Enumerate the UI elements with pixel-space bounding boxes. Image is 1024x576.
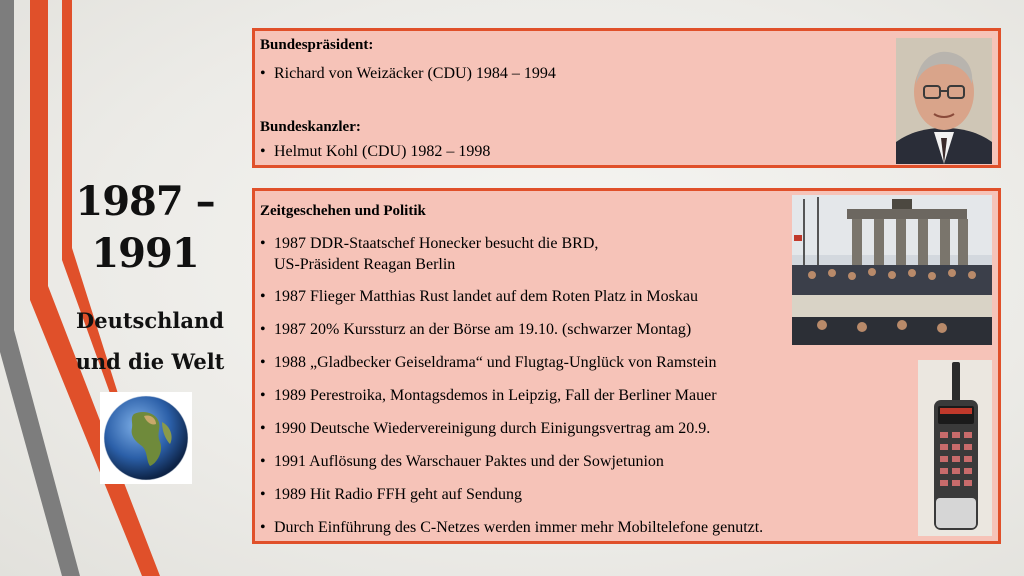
decorative-stripes (0, 0, 180, 576)
president-text: Richard von Weizäcker (CDU) 1984 – 1994 (274, 65, 556, 82)
events-heading: Zeitgeschehen und Politik (260, 203, 426, 219)
event-item: • Durch Einführung des C-Netzes werden immer mehr Mobiltelefone genutzt. (260, 519, 764, 536)
portrait-photo (896, 38, 992, 164)
event-text: 1987 20% Kurssturz an der Börse am 19.10. (schwarzer Montag) (274, 321, 692, 338)
event-text: 1989 Hit Radio FFH geht auf Sendung (274, 486, 522, 503)
page-subtitle (52, 300, 248, 382)
event-item: • 1987 DDR-Staatschef Honecker besucht die BRD, US-Präsident Reagan Berlin (260, 235, 599, 273)
president-heading: Bundespräsident: (260, 37, 374, 53)
event-text: 1988 „Gladbecker Geiseldrama“ und Flugtag-Unglück von Ramstein (274, 354, 717, 371)
event-text: 1990 Deutsche Wiedervereinigung durch Einigungsvertrag am 20.9. (274, 420, 711, 437)
subtitle-line-2: und die Welt (75, 349, 225, 374)
event-text: 1987 Flieger Matthias Rust landet auf dem Roten Platz in Moskau (274, 288, 698, 305)
page-title (60, 176, 230, 280)
mobile-phone-photo (918, 360, 992, 536)
president-item: • Richard von Weizäcker (CDU) 1984 – 1994 (260, 65, 556, 82)
title-line-2: 1991 (91, 230, 199, 277)
chancellor-heading: Bundeskanzler: (260, 119, 361, 135)
event-text: 1989 Perestroika, Montagsdemos in Leipzig, Fall der Berliner Mauer (274, 387, 717, 404)
event-item: • 1989 Perestroika, Montagsdemos in Leipzig, Fall der Berliner Mauer (260, 387, 717, 404)
event-item: • 1987 Flieger Matthias Rust landet auf dem Roten Platz in Moskau (260, 288, 698, 305)
event-item: • 1987 20% Kurssturz an der Börse am 19.10. (schwarzer Montag) (260, 321, 692, 338)
chancellor-text: Helmut Kohl (CDU) 1982 – 1998 (274, 143, 491, 160)
leaders-box (252, 28, 1001, 168)
event-item: • 1988 „Gladbecker Geiseldrama“ und Flugtag-Unglück von Ramstein (260, 354, 717, 371)
event-text: 1987 DDR-Staatschef Honecker besucht die BRD, (274, 235, 599, 252)
event-item: • 1989 Hit Radio FFH geht auf Sendung (260, 486, 522, 503)
globe-icon (100, 392, 192, 484)
title-line-1: 1987 – (75, 178, 215, 225)
event-item: • 1991 Auflösung des Warschauer Paktes und der Sowjetunion (260, 453, 664, 470)
event-item: • 1990 Deutsche Wiedervereinigung durch Einigungsvertrag am 20.9. (260, 420, 711, 437)
chancellor-item: • Helmut Kohl (CDU) 1982 – 1998 (260, 143, 491, 160)
berlin-wall-photo (792, 195, 992, 345)
event-text: Durch Einführung des C-Netzes werden immer mehr Mobiltelefone genutzt. (274, 519, 764, 536)
subtitle-line-1: Deutschland (76, 308, 224, 333)
event-text-continued: US-Präsident Reagan Berlin (274, 256, 456, 273)
event-text: 1991 Auflösung des Warschauer Paktes und der Sowjetunion (274, 453, 664, 470)
